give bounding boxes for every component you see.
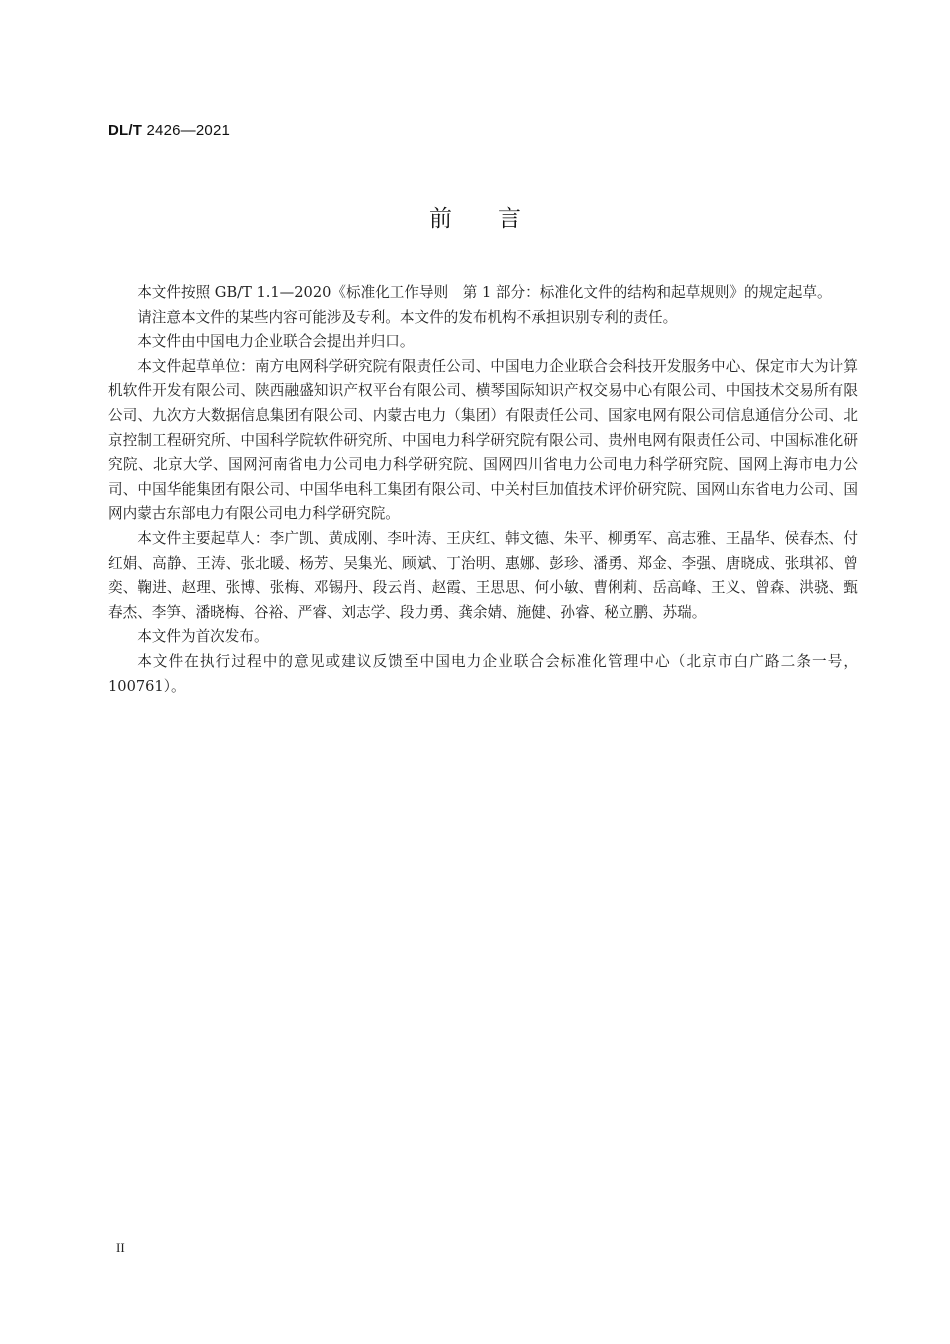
preface-body [108, 281, 858, 699]
paragraph-feedback: 本文件在执行过程中的意见或建议反馈至中国电力企业联合会标准化管理中心（北京市白广路二条一号，100761）。 [108, 652, 858, 695]
paragraph-drafting-units: 本文件起草单位：南方电网科学研究院有限责任公司、中国电力企业联合会科技开发服务中心、保定市大为计算机软件开发有限公司、陕西融盛知识产权平台有限公司、横琴国际知识产权交易中心有限公司、中国技术交易所有限公司、九次方大数据信息集团有限公司、内蒙古电力（集团）有限责任公司、国家电网有限公司信息通信分公司、北京控制工程研究所、中国科学院软件研究所、中国电力科学研究院有限公司、贵州电网有限责任公司、中国标准化研究院、北京大学、国网河南省电力公司电力科学研究院、国网四川省电力公司电力科学研究院、国网上海市电力公司、中国华能集团有限公司、中国华电科工集团有限公司、中关村巨加值技术评价研究院、国网山东省电力公司、国网内蒙古东部电力有限公司电力科学研究院。 [108, 357, 858, 523]
paragraph-patent-notice: 请注意本文件的某些内容可能涉及专利。本文件的发布机构不承担识别专利的责任。 [137, 308, 678, 326]
paragraph-first-release: 本文件为首次发布。 [137, 628, 269, 646]
paragraph-drafting-rules: 本文件按照 GB/T 1.1—2020《标准化工作导则 第 1 部分：标准化文件的结构和起草规则》的规定起草。 [137, 284, 832, 301]
standard-number: 2426—2021 [146, 122, 231, 139]
paragraph-drafters: 本文件主要起草人：李广凯、黄成刚、李叶涛、王庆红、韩文德、朱平、柳勇军、高志雅、王晶华、侯春杰、付红娟、高静、王涛、张北暖、杨芳、吴集光、顾斌、丁治明、惠娜、彭珍、潘勇、郑金、李强、唐晓成、张琪祁、曾奕、鞠进、赵理、张博、张梅、邓锡丹、段云肖、赵霞、王思思、何小敏、曹俐莉、岳高峰、王义、曾森、洪骁、甄春杰、李笋、潘晓梅、谷裕、严睿、刘志学、段力勇、龚余婧、施健、孙睿、秘立鹏、苏瑞。 [108, 529, 858, 621]
paragraph-proposer: 本文件由中国电力企业联合会提出并归口。 [137, 333, 415, 351]
page-title: 前言 [429, 206, 567, 232]
page-number: II [116, 1240, 125, 1255]
standard-prefix: DL/T [108, 122, 143, 139]
standard-code [108, 122, 230, 139]
